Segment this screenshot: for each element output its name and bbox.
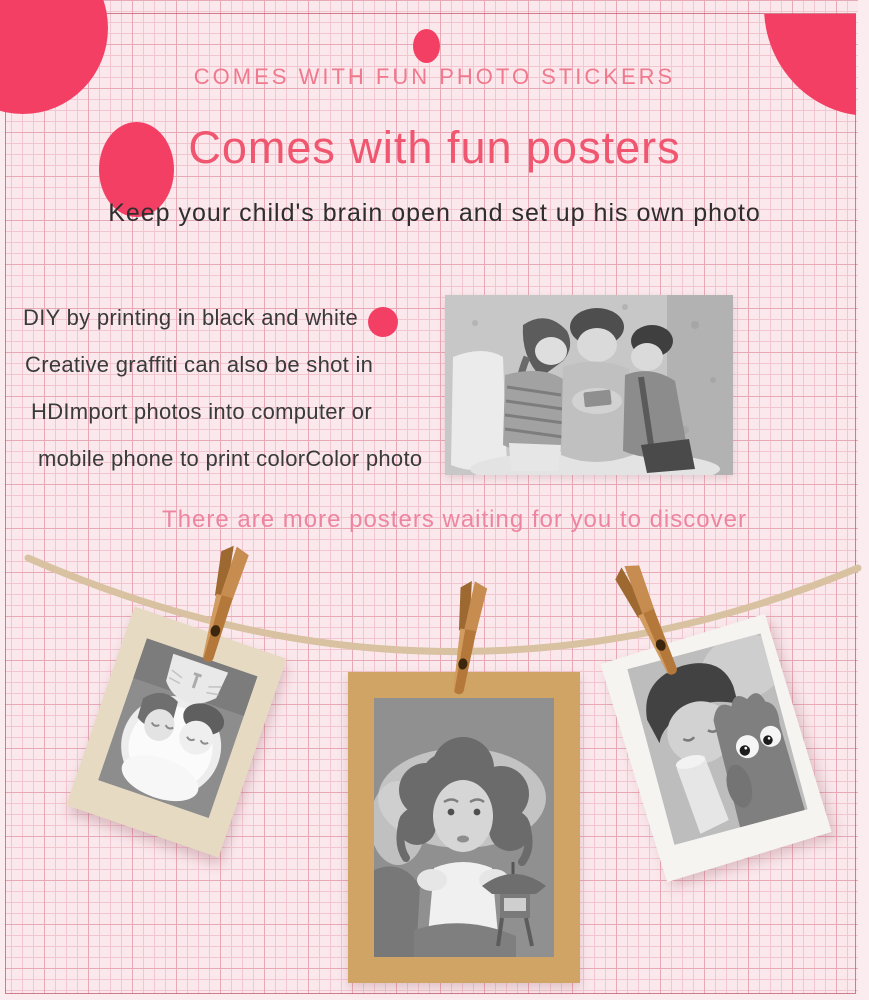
top-center-dot (413, 29, 440, 63)
paper-margin-bottom (0, 994, 869, 1000)
hanging-photo-left-image (98, 638, 257, 818)
feature-text-block (23, 294, 422, 482)
children-photo (445, 295, 733, 475)
feature-line-3: HDImport photos into computer or (31, 399, 372, 424)
caption-text: There are more posters waiting for you to discover (162, 506, 747, 533)
feature-line-2: Creative graffiti can also be shot in (25, 352, 374, 377)
page-title: Comes with fun posters (188, 122, 681, 173)
feature-line-4: mobile phone to print colorColor photo (38, 446, 423, 471)
feature-line-1: DIY by printing in black and white (23, 305, 359, 330)
children-photo-graphic (445, 295, 733, 475)
hanging-photo-middle (348, 672, 580, 983)
tagline-text: COMES WITH FUN PHOTO STICKERS (193, 64, 676, 89)
hanging-photo-middle-image (374, 698, 554, 957)
subtitle-text: Keep your child's brain open and set up his own photo (108, 199, 761, 227)
feature-accent-dot (368, 307, 398, 337)
